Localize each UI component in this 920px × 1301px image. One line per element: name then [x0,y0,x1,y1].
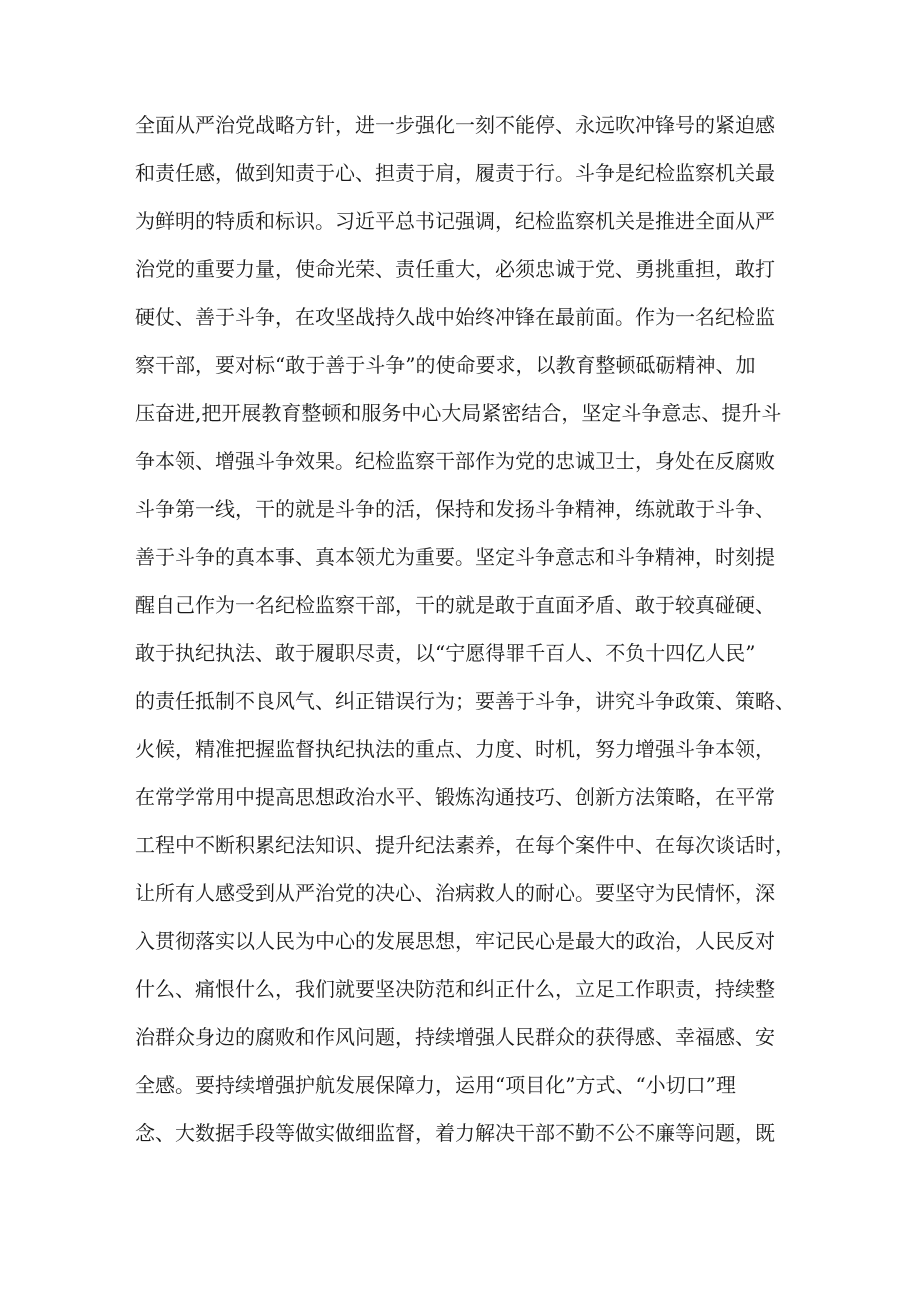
text-line-7: 压奋进,把开展教育整顿和服务中心大局紧密结合，坚定斗争意志、提升斗 [135,401,782,425]
text-line-5: 硬仗、善于斗争，在攻坚战持久战中始终冲锋在最前面。作为一名纪检监 [135,305,775,329]
text-line-2: 和责任感，做到知责于心、担责于肩，履责于行。斗争是纪检监察机关最 [135,161,775,185]
text-line-20: 治群众身边的腐败和作风问题，持续增强人民群众的获得感、幸福感、安 [135,1025,775,1049]
text-line-18: 入贯彻落实以人民为中心的发展思想，牢记民心是最大的政治，人民反对 [135,929,775,953]
text-line-17: 让所有人感受到从严治党的决心、治病救人的耐心。要坚守为民情怀，深 [135,881,775,905]
text-line-15: 在常学常用中提高思想政治水平、锻炼沟通技巧、创新方法策略，在平常 [135,785,775,809]
text-line-13: 的责任抵制不良风气、纠正错误行为；要善于斗争，讲究斗争政策、策略、 [135,689,795,713]
text-line-9: 斗争第一线，干的就是斗争的活，保持和发扬斗争精神，练就敢于斗争、 [135,497,775,521]
text-line-6: 察干部，要对标“敢于善于斗争”的使命要求，以教育整顿砥砺精神、加 [135,353,756,377]
text-line-16: 工程中不断积累纪法知识、提升纪法素养，在每个案件中、在每次谈话时， [135,833,795,857]
text-line-19: 什么、痛恨什么，我们就要坚决防范和纠正什么，立足工作职责，持续整 [135,977,775,1001]
text-line-1: 全面从严治党战略方针，进一步强化一刻不能停、永远吹冲锋号的紧迫感 [135,113,775,137]
text-line-4: 治党的重要力量，使命光荣、责任重大，必须忠诚于党、勇挑重担，敢打 [135,257,775,281]
text-line-21: 全感。要持续增强护航发展保障力，运用“项目化”方式、“小切口”理 [135,1073,736,1097]
text-line-8: 争本领、增强斗争效果。纪检监察干部作为党的忠诚卫士，身处在反腐败 [135,449,775,473]
text-line-12: 敢于执纪执法、敢于履职尽责，以“宁愿得罪千百人、不负十四亿人民” [135,641,756,665]
text-line-3: 为鲜明的特质和标识。习近平总书记强调，纪检监察机关是推进全面从严 [135,209,775,233]
text-line-14: 火候，精准把握监督执纪执法的重点、力度、时机，努力增强斗争本领， [135,737,775,761]
text-line-10: 善于斗争的真本事、真本领尤为重要。坚定斗争意志和斗争精神，时刻提 [135,545,775,569]
text-line-22: 念、大数据手段等做实做细监督，着力解决干部不勤不公不廉等问题，既 [135,1121,775,1145]
text-line-11: 醒自己作为一名纪检监察干部，干的就是敢于直面矛盾、敢于较真碰硬、 [135,593,775,617]
